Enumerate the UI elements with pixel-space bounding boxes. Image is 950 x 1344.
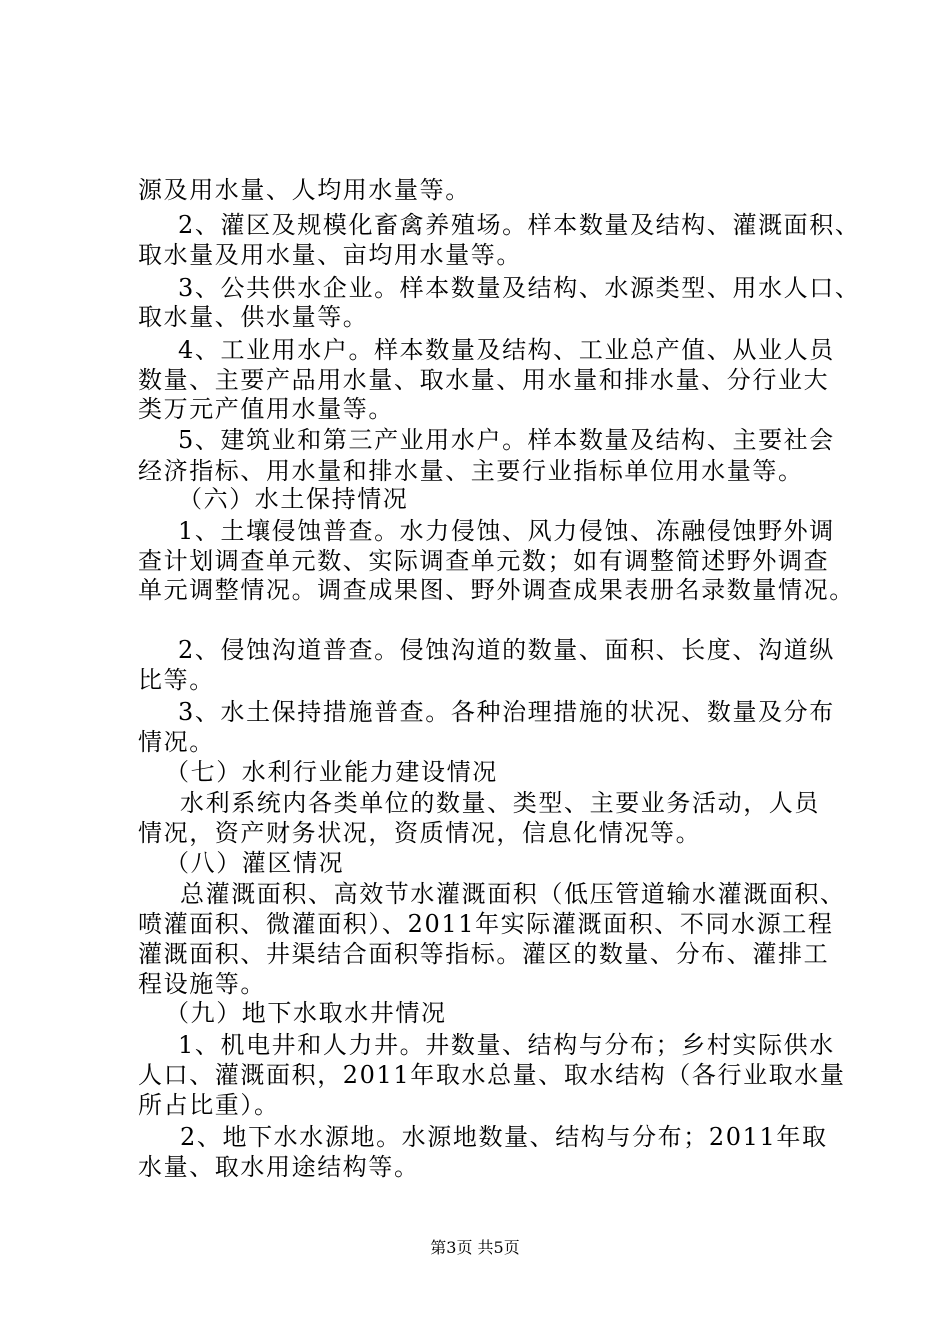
text-line: 3、公共供水企业。样本数量及结构、水源类型、用水人口、	[178, 274, 861, 302]
text-line: 2、地下水水源地。水源地数量、结构与分布；2011年取	[180, 1123, 828, 1151]
text-line: 5、建筑业和第三产业用水户。样本数量及结构、主要社会	[178, 426, 835, 454]
text-line: 取水量及用水量、亩均用水量等。	[138, 241, 522, 269]
text-line: 1、机电井和人力井。井数量、结构与分布；乡村实际供水	[178, 1031, 835, 1059]
text-line: 查计划调查单元数、实际调查单元数；如有调整简述野外调查	[138, 547, 830, 575]
page-footer	[0, 1238, 950, 1258]
text-line: 经济指标、用水量和排水量、主要行业指标单位用水量等。	[138, 457, 804, 485]
text-line: 喷灌面积、微灌面积）、2011年实际灌溉面积、不同水源工程	[138, 910, 834, 938]
text-line: 单元调整情况。调查成果图、野外调查成果表册名录数量情况。	[138, 576, 855, 604]
section-heading: （六）水土保持情况	[178, 485, 409, 513]
text-line: 比等。	[138, 666, 215, 694]
text-line: 总灌溉面积、高效节水灌溉面积（低压管道输水灌溉面积、	[180, 880, 846, 908]
text-line: 所占比重）。	[138, 1091, 280, 1119]
text-line: 3、水土保持措施普查。各种治理措施的状况、数量及分布	[178, 698, 835, 726]
section-heading: （九）地下水取水井情况	[165, 999, 447, 1027]
text-line: 2、侵蚀沟道普查。侵蚀沟道的数量、面积、长度、沟道纵	[178, 636, 835, 664]
text-line: 取水量、供水量等。	[138, 303, 369, 331]
text-line: 人口、灌溉面积，2011年取水总量、取水结构（各行业取水量	[138, 1061, 846, 1089]
text-line: 水量、取水用途结构等。	[138, 1153, 420, 1181]
page-number-label: 第3页 共5页	[430, 1238, 520, 1257]
section-heading: （七）水利行业能力建设情况	[165, 758, 498, 786]
text-line: 灌溉面积、井渠结合面积等指标。灌区的数量、分布、灌排工	[138, 940, 830, 968]
text-line: 类万元产值用水量等。	[138, 395, 394, 423]
section-heading: （八）灌区情况	[165, 849, 345, 877]
text-line: 2、灌区及规模化畜禽养殖场。样本数量及结构、灌溉面积、	[178, 211, 861, 239]
text-line: 数量、主要产品用水量、取水量、用水量和排水量、分行业大	[138, 366, 830, 394]
text-line: 1、土壤侵蚀普查。水力侵蚀、风力侵蚀、冻融侵蚀野外调	[178, 517, 835, 545]
text-line: 4、工业用水户。样本数量及结构、工业总产值、从业人员	[178, 336, 835, 364]
text-line: 水利系统内各类单位的数量、类型、主要业务活动，人员	[180, 789, 820, 817]
text-line: 程设施等。	[138, 970, 266, 998]
text-line: 源及用水量、人均用水量等。	[138, 176, 471, 204]
text-line: 情况。	[138, 728, 215, 756]
text-line: 情况，资产财务状况，资质情况，信息化情况等。	[138, 819, 702, 847]
